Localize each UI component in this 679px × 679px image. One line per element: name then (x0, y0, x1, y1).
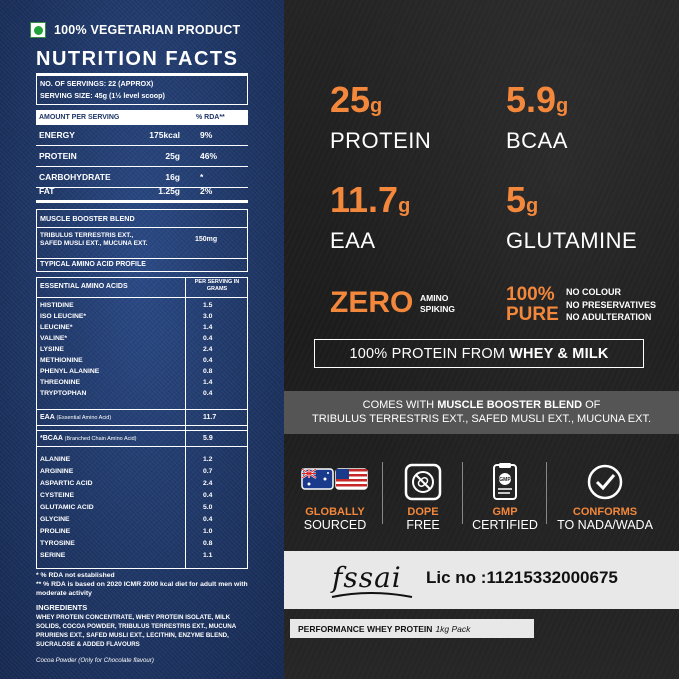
aa-name: VALINE* (40, 335, 68, 342)
stat-glutamine (506, 179, 638, 254)
whey-bold: WHEY & MILK (509, 345, 609, 362)
table-row (37, 322, 247, 333)
bcaa-label: *BCAA (40, 435, 63, 442)
table-row (37, 388, 247, 399)
pack-size: 1kg Pack (435, 623, 471, 634)
badge-dope-free (380, 463, 466, 532)
aa-value: 0.4 (203, 390, 213, 397)
aa-name: ASPARTIC ACID (40, 480, 93, 487)
stat-bcaa (506, 79, 569, 154)
blend-prefix: COMES WITH (362, 399, 435, 411)
badge-subtitle: FREE (406, 518, 440, 532)
macro-rda: * (200, 172, 204, 182)
amino-table-header (37, 278, 247, 298)
license-number: Lic no :11215332000675 (426, 568, 618, 587)
table-row (37, 466, 247, 477)
pack-name: PERFORMANCE WHEY PROTEIN (298, 623, 433, 634)
amount-header-row (36, 110, 248, 125)
stat-unit: g (370, 95, 383, 117)
macro-name: CARBOHYDRATE (39, 172, 111, 182)
ingredients-text: WHEY PROTEIN CONCENTRATE, WHEY PROTEIN ISOLATE, MILK SOLIDS, COCOA POWDER, TRIBULUS TERRESTRIS EXT., MUCUNA PRURIENS EXT., SAFED MUSLI EXT., LECITHIN, ENZYME BLEND, SUCRALOSE & ADDED FLAVOURS (36, 614, 236, 648)
eaa-value: 11.7 (203, 414, 217, 421)
table-row (37, 526, 247, 537)
stat-label: GLUTAMINE (506, 228, 638, 253)
pure-line-1: 100% (506, 284, 555, 305)
pure-item: NO COLOUR (566, 287, 621, 297)
zero-subtext (420, 293, 455, 315)
badge-subtitle: SOURCED (303, 518, 367, 532)
zero-text: ZERO (330, 286, 414, 319)
blend-line-2: TRIBULUS TERRESTRIS EXT., SAFED MUSLI EXT., MUCUNA EXT. (311, 413, 652, 425)
muscle-blend-box (36, 209, 248, 259)
badge-title: CONFORMS (572, 506, 638, 518)
cocoa-note: Cocoa Powder (Only for Chocolate flavour) (36, 657, 154, 664)
aa-value: 5.0 (203, 504, 213, 511)
badge-title: GMP (492, 506, 518, 518)
stat-unit: g (556, 95, 569, 117)
eaa-header: ESSENTIAL AMINO ACIDS (40, 283, 128, 290)
aa-name: ARGININE (40, 468, 74, 475)
aa-name: PROLINE (40, 528, 71, 535)
aa-value: 3.0 (203, 313, 213, 320)
amino-profile-title: TYPICAL AMINO ACID PROFILE (36, 258, 248, 272)
rda-header: % RDA** (196, 114, 225, 121)
stat-number: 5 (506, 179, 527, 220)
aa-name: PHENYL ALANINE (40, 368, 100, 375)
aa-name: LEUCINE* (40, 324, 73, 331)
stat-unit: g (526, 195, 539, 217)
blend-line-2: SAFED MUSLI EXT., MUCUNA EXT. (40, 240, 148, 247)
aa-name: GLYCINE (40, 516, 70, 523)
pure-item: NO PRESERVATIVES (566, 299, 657, 310)
footnote-2: ** % RDA is based on 2020 ICMR 2000 kcal diet for adult men with moderate activity (36, 581, 248, 597)
macro-name: PROTEIN (39, 151, 77, 161)
blend-suffix: OF (585, 399, 601, 411)
table-row (37, 355, 247, 366)
serving-size: SERVING SIZE: 45g (1½ level scoop) (40, 91, 165, 100)
check-icon (586, 463, 624, 501)
eaa-label: EAA (40, 414, 55, 421)
veg-row (30, 22, 240, 38)
macro-value: 175kcal (149, 130, 180, 140)
zero-line-2: SPIKING (420, 304, 455, 314)
macro-value: 16g (165, 172, 180, 182)
macro-row (36, 146, 248, 167)
footnotes (36, 571, 248, 598)
svg-text:GMP: GMP (499, 477, 511, 483)
badge-conforms (550, 463, 660, 532)
macro-name: FAT (39, 186, 55, 196)
blend-line-1: TRIBULUS TERRESTRIS EXT., (40, 232, 134, 239)
aa-name: HISTIDINE (40, 302, 74, 309)
blend-bold: MUSCLE BOOSTER BLEND (437, 399, 583, 411)
eaa-total-row (37, 409, 247, 426)
footnote-1: * % RDA not established (36, 572, 115, 579)
aa-value: 2.4 (203, 480, 213, 487)
badge-title: DOPE (407, 506, 439, 518)
blend-banner (284, 391, 679, 434)
aa-value: 1.4 (203, 379, 213, 386)
aa-value: 1.5 (203, 302, 213, 309)
ingredients-title: INGREDIENTS (36, 603, 88, 612)
flags-icon (316, 463, 354, 501)
aa-name: METHIONINE (40, 357, 83, 364)
fssai-logo: fssai (332, 561, 402, 594)
blend-dose: 150mg (195, 236, 218, 243)
no-dope-icon (404, 463, 442, 501)
badge-divider (546, 462, 547, 524)
stat-label: EAA (330, 228, 376, 253)
table-row (37, 366, 247, 377)
pure-text (506, 285, 559, 325)
badge-subtitle: TO NADA/WADA (557, 518, 653, 532)
macro-rda: 46% (200, 151, 218, 161)
aa-name: SERINE (40, 552, 66, 559)
aa-name: GLUTAMIC ACID (40, 504, 94, 511)
amount-header: AMOUNT PER SERVING (39, 114, 120, 121)
stat-number: 11.7 (330, 179, 399, 220)
eaa-note: (Essential Amino Acid) (56, 415, 112, 421)
stat-number: 5.9 (506, 79, 557, 120)
aa-value: 1.1 (203, 552, 213, 559)
aa-name: THREONINE (40, 379, 81, 386)
bcaa-value: 5.9 (203, 435, 213, 442)
pure-item: NO ADULTERATION (566, 312, 652, 322)
aa-name: CYSTEINE (40, 492, 74, 499)
aa-value: 0.4 (203, 357, 213, 364)
macro-value: 25g (165, 151, 180, 161)
macro-rda: 2% (200, 186, 213, 196)
aa-name: LYSINE (40, 346, 64, 353)
pack-label (290, 619, 534, 638)
veg-text: 100% VEGETARIAN PRODUCT (54, 23, 241, 37)
aa-value: 0.4 (203, 335, 213, 342)
macro-row (36, 125, 248, 146)
badge-subtitle: CERTIFIED (472, 518, 538, 532)
aa-value: 0.4 (203, 516, 213, 523)
table-row (37, 550, 247, 561)
aa-value: 1.0 (203, 528, 213, 535)
aa-value: 0.4 (203, 492, 213, 499)
table-row (37, 377, 247, 388)
table-row (37, 311, 247, 322)
zero-line-1: AMINO (420, 293, 449, 303)
amino-table (36, 277, 248, 569)
stat-eaa (330, 179, 411, 254)
stat-label: PROTEIN (330, 128, 432, 153)
pure-list (566, 286, 656, 324)
aa-name: ISO LEUCINE* (40, 313, 87, 320)
stat-number: 25 (330, 79, 371, 120)
table-row (37, 538, 247, 549)
aa-value: 2.4 (203, 346, 213, 353)
table-row (37, 333, 247, 344)
aa-name: ALANINE (40, 456, 71, 463)
macro-rda: 9% (200, 130, 213, 140)
aa-value: 1.2 (203, 456, 213, 463)
aa-value: 1.4 (203, 324, 213, 331)
pure-line-2: PURE (506, 304, 559, 325)
aa-value: 0.8 (203, 540, 213, 547)
table-row (37, 514, 247, 525)
aa-name: TYROSINE (40, 540, 75, 547)
badge-title: GLOBALLY (305, 506, 365, 518)
nutrition-panel (0, 0, 284, 679)
aa-value: 0.7 (203, 468, 213, 475)
macro-name: ENERGY (39, 130, 75, 140)
nutrition-facts-title: NUTRITION FACTS (36, 48, 248, 76)
bcaa-total-row (37, 430, 247, 447)
per-serving-header: PER SERVING IN GRAMS (194, 279, 240, 292)
gmp-icon (486, 463, 524, 501)
table-row (37, 300, 247, 311)
servings-box (36, 75, 248, 105)
highlights-panel (284, 0, 679, 679)
table-row (37, 490, 247, 501)
aa-value: 0.8 (203, 368, 213, 375)
stat-protein (330, 79, 432, 154)
veg-mark-icon (30, 22, 46, 38)
badge-globally-sourced (292, 463, 378, 532)
table-row (37, 478, 247, 489)
table-row (37, 454, 247, 465)
macro-value: 1.25g (158, 186, 180, 196)
servings-count: NO. OF SERVINGS: 22 (APPROX) (40, 79, 154, 88)
bcaa-note: (Branched Chain Amino Acid) (64, 436, 137, 442)
whey-milk-banner (314, 339, 644, 368)
badge-gmp-certified (462, 463, 548, 532)
whey-prefix: 100% PROTEIN FROM (349, 345, 506, 362)
aa-name: TRYPTOPHAN (40, 390, 87, 397)
fssai-band (284, 551, 679, 609)
stat-unit: g (398, 195, 411, 217)
fssai-swoosh-icon (330, 591, 414, 601)
macro-row (36, 182, 248, 203)
muscle-blend-title: MUSCLE BOOSTER BLEND (37, 210, 247, 228)
stat-label: BCAA (506, 128, 568, 153)
table-row (37, 502, 247, 513)
table-row (37, 344, 247, 355)
